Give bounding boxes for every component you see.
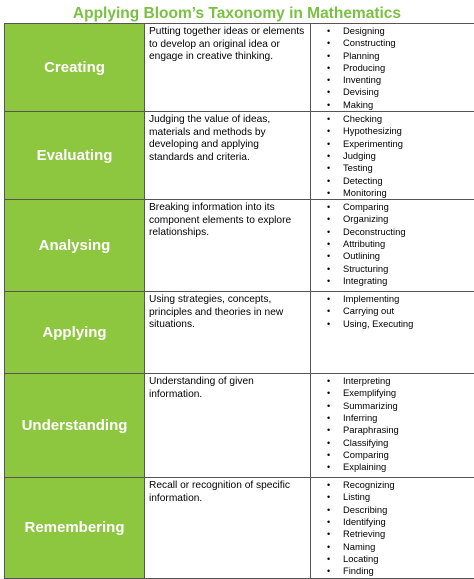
level-cell-remembering: Remembering: [5, 478, 145, 578]
verb-item: • Monitoring: [311, 187, 474, 199]
verb-item: • Experimenting: [311, 138, 474, 150]
table-row-creating: [5, 24, 474, 112]
taxonomy-table-body: [5, 24, 474, 579]
description-cell-applying: Using strategies, concepts, principles and theories in new situations.: [145, 292, 311, 374]
level-cell-applying: Applying: [5, 292, 145, 374]
verbs-cell-applying: [311, 292, 474, 374]
verb-item: • Exemplifying: [311, 387, 474, 399]
table-row-analysing: [5, 200, 474, 292]
verb-item: • Integrating: [311, 275, 474, 287]
verb-item: • Outlining: [311, 250, 474, 262]
verb-item: • Inventing: [311, 74, 474, 86]
taxonomy-table: [4, 23, 474, 579]
level-cell-analysing: Analysing: [5, 200, 145, 292]
verb-item: • Comparing: [311, 449, 474, 461]
verb-item: • Testing: [311, 162, 474, 174]
verb-list-analysing: [311, 201, 474, 287]
verbs-cell-creating: [311, 24, 474, 112]
verb-item: • Organizing: [311, 213, 474, 225]
verb-item: • Designing: [311, 25, 474, 37]
verbs-cell-remembering: [311, 478, 474, 578]
verb-item: • Listing: [311, 491, 474, 503]
verb-item: • Attributing: [311, 238, 474, 250]
verb-item: • Naming: [311, 541, 474, 553]
verb-item: • Planning: [311, 50, 474, 62]
table-row-understanding: [5, 374, 474, 478]
verbs-cell-evaluating: [311, 112, 474, 200]
description-cell-creating: Putting together ideas or elements to develop an original idea or engage in creative thinking.: [145, 24, 311, 112]
verb-item: • Describing: [311, 504, 474, 516]
document-title: Applying Bloom’s Taxonomy in Mathematics: [0, 3, 474, 25]
verb-item: • Judging: [311, 150, 474, 162]
verb-item: • Making: [311, 99, 474, 111]
table-row-remembering: [5, 478, 474, 578]
level-cell-creating: Creating: [5, 24, 145, 112]
verb-list-understanding: [311, 375, 474, 473]
verb-item: • Carrying out: [311, 305, 474, 317]
verb-item: • Retrieving: [311, 528, 474, 540]
verb-item: • Devising: [311, 86, 474, 98]
verb-item: • Locating: [311, 553, 474, 565]
verb-item: • Inferring: [311, 412, 474, 424]
verb-item: • Explaining: [311, 461, 474, 473]
verb-item: • Constructing: [311, 37, 474, 49]
verb-item: • Identifying: [311, 516, 474, 528]
verb-item: • Recognizing: [311, 479, 474, 491]
verb-item: • Implementing: [311, 293, 474, 305]
verb-item: • Checking: [311, 113, 474, 125]
verb-list-evaluating: [311, 113, 474, 199]
verb-item: • Comparing: [311, 201, 474, 213]
verb-item: • Interpreting: [311, 375, 474, 387]
verb-item: • Structuring: [311, 263, 474, 275]
verb-list-creating: [311, 25, 474, 111]
description-cell-evaluating: Judging the value of ideas, materials and methods by developing and applying standards and criteria.: [145, 112, 311, 200]
verb-item: • Finding: [311, 565, 474, 577]
table-row-applying: [5, 292, 474, 374]
verb-list-applying: [311, 293, 474, 330]
verb-item: • Classifying: [311, 437, 474, 449]
verb-item: • Deconstructing: [311, 226, 474, 238]
description-cell-understanding: Understanding of given information.: [145, 374, 311, 478]
level-cell-understanding: Understanding: [5, 374, 145, 478]
verb-item: • Summarizing: [311, 400, 474, 412]
level-cell-evaluating: Evaluating: [5, 112, 145, 200]
verb-item: • Detecting: [311, 175, 474, 187]
verbs-cell-analysing: [311, 200, 474, 292]
verb-item: • Producing: [311, 62, 474, 74]
description-cell-remembering: Recall or recognition of specific information.: [145, 478, 311, 578]
verbs-cell-understanding: [311, 374, 474, 478]
description-cell-analysing: Breaking information into its component elements to explore relationships.: [145, 200, 311, 292]
table-row-evaluating: [5, 112, 474, 200]
verb-item: • Paraphrasing: [311, 424, 474, 436]
verb-list-remembering: [311, 479, 474, 577]
verb-item: • Hypothesizing: [311, 125, 474, 137]
verb-item: • Using, Executing: [311, 318, 474, 330]
